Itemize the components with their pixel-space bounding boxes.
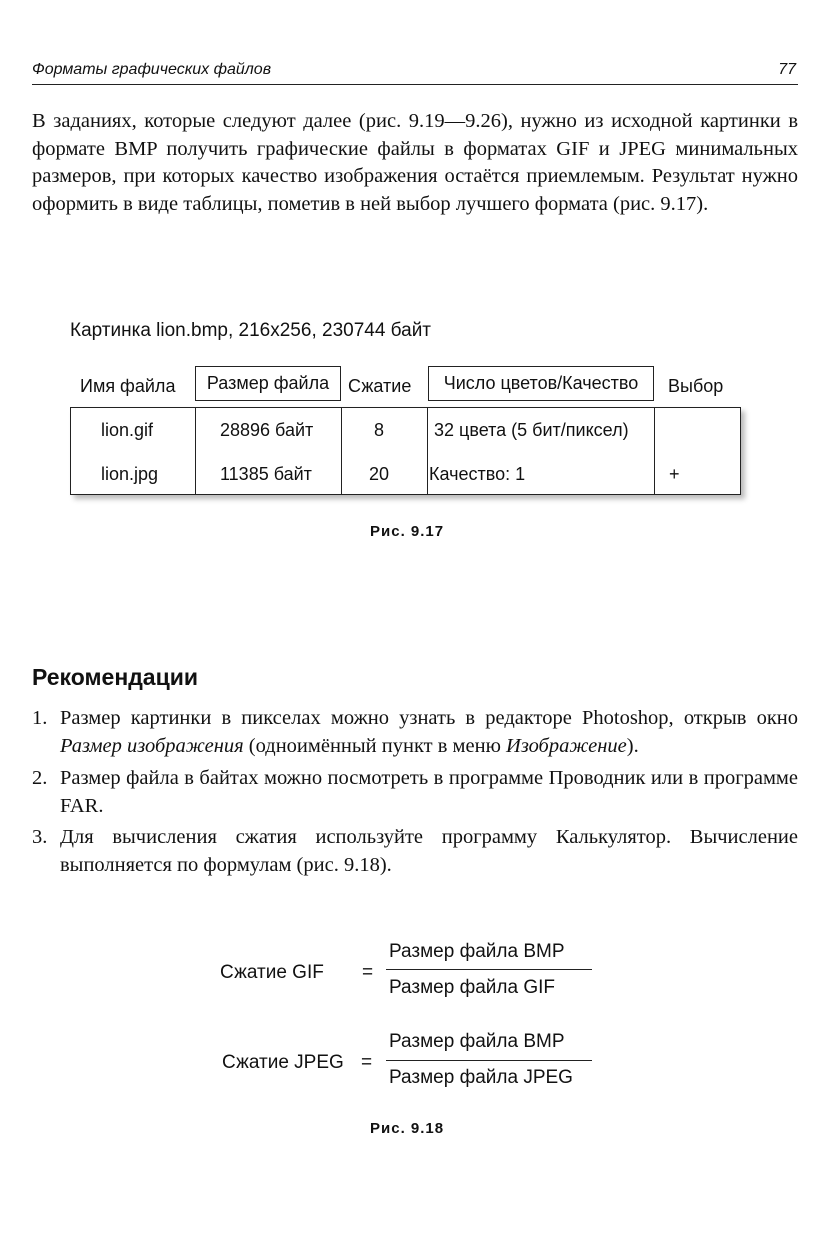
- formula-numerator: Размер файла BMP: [389, 1031, 565, 1052]
- running-header: [32, 60, 798, 85]
- emphasis-window-name: Размер изображения: [60, 735, 244, 757]
- table-cell: lion.jpg: [101, 464, 159, 484]
- figure-9-17-table: [70, 407, 741, 495]
- list-item-text: Размер файла в байтах можно посмотреть в программе Проводник или в программе FAR.: [60, 767, 798, 817]
- table-cell: 20: [369, 464, 390, 484]
- list-item: [32, 764, 798, 820]
- figure-9-17-caption: Рис. 9.17: [370, 523, 445, 540]
- intro-paragraph: В заданиях, которые следуют далее (рис. 9.19—9.26), нужно из исходной картинки в формате BMP получить графические файлы в форматах GIF и JPEG минимальных размеров, при которых качество изображения остаётся приемлемым. Результат нужно оформить в виде таблицы, пометив в ней выбор лучшего формата (рис. 9.17).: [32, 110, 798, 215]
- table-cell: Качество: 1: [429, 464, 526, 484]
- column-divider: [427, 408, 428, 494]
- table-cell: 32 цвета (5 бит/пиксел): [434, 420, 629, 440]
- list-item: [32, 823, 798, 879]
- section-heading: Рекомендации: [32, 664, 199, 690]
- column-divider: [341, 408, 342, 494]
- formula-numerator: Размер файла BMP: [389, 941, 565, 962]
- fraction-bar: [386, 969, 592, 970]
- column-header-compression: Сжатие: [348, 376, 412, 396]
- page-number: 77: [778, 61, 796, 78]
- table-cell: lion.gif: [101, 420, 154, 440]
- list-item-number: 2.: [32, 767, 48, 789]
- list-item-number: 1.: [32, 707, 48, 729]
- column-header-choice: Выбор: [668, 376, 724, 396]
- formula-denominator: Размер файла JPEG: [389, 1067, 573, 1088]
- column-header-colors-quality: Число цветов/Качество: [428, 366, 654, 401]
- figure-9-17-title: Картинка lion.bmp, 216x256, 230744 байт: [70, 320, 432, 341]
- list-item: [32, 704, 798, 760]
- column-divider: [654, 408, 655, 494]
- equals-sign: =: [361, 1052, 373, 1073]
- table-cell: 8: [374, 420, 385, 440]
- formula-denominator: Размер файла GIF: [389, 977, 555, 998]
- running-header-title: Форматы графических файлов: [32, 61, 272, 78]
- fraction-bar: [386, 1060, 592, 1061]
- figure-9-18-caption: Рис. 9.18: [370, 1120, 445, 1137]
- emphasis-menu-name: Изображение: [506, 735, 627, 757]
- list-item-text: Для вычисления сжатия используйте программу Калькулятор. Вычисление выполняется по формулам (рис. 9.18).: [60, 826, 798, 876]
- column-divider: [195, 408, 196, 494]
- list-item-text: Размер картинки в пикселах можно узнать в редакторе Photoshop, открыв окно Размер изображения (одноимённый пункт в меню Изображение).: [60, 707, 798, 757]
- table-cell: 28896 байт: [220, 420, 314, 440]
- equals-sign: =: [362, 962, 374, 983]
- column-header-filename: Имя файла: [80, 376, 176, 396]
- formula-label-gif: Сжатие GIF: [220, 962, 324, 983]
- list-item-number: 3.: [32, 826, 48, 848]
- table-cell: 11385 байт: [220, 464, 312, 484]
- table-cell-choice-mark: +: [669, 464, 680, 484]
- column-header-filesize: Размер файла: [195, 366, 341, 401]
- formula-label-jpeg: Сжатие JPEG: [222, 1052, 344, 1073]
